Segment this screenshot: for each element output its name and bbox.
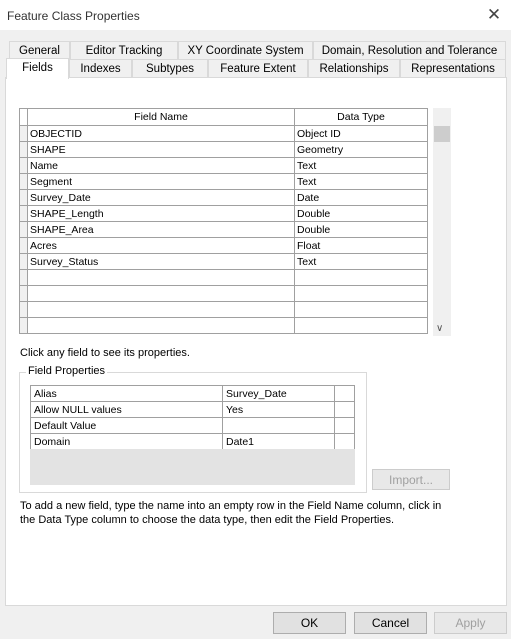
data-type-cell[interactable]: Date: [295, 190, 428, 206]
field-name-cell[interactable]: Name: [28, 158, 295, 174]
property-extra[interactable]: [335, 434, 355, 450]
tab-general[interactable]: General: [9, 41, 70, 59]
property-row[interactable]: [31, 402, 355, 418]
property-row[interactable]: [31, 418, 355, 434]
table-row[interactable]: [20, 174, 428, 190]
data-type-cell[interactable]: Double: [295, 222, 428, 238]
property-name: Alias: [31, 386, 223, 402]
grid-vertical-scrollbar[interactable]: [433, 108, 451, 336]
data-type-cell[interactable]: Text: [295, 158, 428, 174]
window-title: Feature Class Properties: [7, 9, 140, 23]
scroll-up-area[interactable]: [433, 108, 451, 124]
table-row[interactable]: [20, 158, 428, 174]
close-icon[interactable]: ✕: [486, 5, 502, 24]
row-selector[interactable]: [20, 126, 28, 142]
field-name-cell[interactable]: Segment: [28, 174, 295, 190]
tab-relationships[interactable]: Relationships: [308, 59, 400, 77]
property-name: Default Value: [31, 418, 223, 434]
property-extra[interactable]: [335, 386, 355, 402]
tab-domain-resolution-tolerance[interactable]: Domain, Resolution and Tolerance: [313, 41, 506, 59]
field-name-cell[interactable]: Survey_Date: [28, 190, 295, 206]
import-button[interactable]: Import...: [372, 469, 450, 490]
table-row-empty[interactable]: [20, 318, 428, 334]
scrollbar-thumb[interactable]: [434, 126, 450, 142]
ok-button[interactable]: OK: [273, 612, 346, 634]
property-value[interactable]: Yes: [223, 402, 335, 418]
column-header-field-name[interactable]: Field Name: [28, 109, 295, 126]
cancel-button[interactable]: Cancel: [354, 612, 427, 634]
row-selector[interactable]: [20, 158, 28, 174]
field-name-cell[interactable]: SHAPE_Length: [28, 206, 295, 222]
row-selector[interactable]: [20, 254, 28, 270]
table-row[interactable]: [20, 126, 428, 142]
data-type-cell[interactable]: Float: [295, 238, 428, 254]
table-row[interactable]: [20, 254, 428, 270]
row-selector[interactable]: [20, 142, 28, 158]
property-name: Allow NULL values: [31, 402, 223, 418]
field-properties-table: [30, 385, 355, 450]
chevron-down-icon[interactable]: ∨: [436, 323, 444, 334]
field-name-cell[interactable]: Acres: [28, 238, 295, 254]
property-row[interactable]: [31, 434, 355, 450]
property-row[interactable]: [31, 386, 355, 402]
property-value[interactable]: [223, 418, 335, 434]
instructions-text: To add a new field, type the name into an empty row in the Field Name column, click in the Data Type column to choose the data type, then edit the Field Properties.: [20, 500, 442, 526]
tab-subtypes[interactable]: Subtypes: [132, 59, 208, 77]
data-type-cell[interactable]: [295, 318, 428, 334]
data-type-cell[interactable]: [295, 270, 428, 286]
title-bar: [0, 0, 511, 30]
row-selector[interactable]: [20, 318, 28, 334]
table-row-empty[interactable]: [20, 270, 428, 286]
grid-corner: [20, 109, 28, 126]
property-name: Domain: [31, 434, 223, 450]
fields-grid[interactable]: [19, 108, 451, 336]
field-name-cell[interactable]: SHAPE: [28, 142, 295, 158]
property-extra[interactable]: [335, 402, 355, 418]
tab-fields[interactable]: Fields: [6, 58, 69, 79]
field-name-cell[interactable]: OBJECTID: [28, 126, 295, 142]
row-selector[interactable]: [20, 286, 28, 302]
field-name-cell[interactable]: [28, 270, 295, 286]
row-selector[interactable]: [20, 238, 28, 254]
row-selector[interactable]: [20, 206, 28, 222]
apply-button[interactable]: Apply: [434, 612, 507, 634]
row-selector[interactable]: [20, 190, 28, 206]
table-row[interactable]: [20, 222, 428, 238]
row-selector[interactable]: [20, 174, 28, 190]
field-properties-legend: Field Properties: [28, 365, 106, 377]
column-header-data-type[interactable]: Data Type: [295, 109, 428, 126]
tab-editor-tracking[interactable]: Editor Tracking: [70, 41, 178, 59]
data-type-cell[interactable]: Double: [295, 206, 428, 222]
data-type-cell[interactable]: Geometry: [295, 142, 428, 158]
property-value[interactable]: Date1: [223, 434, 335, 450]
data-type-cell[interactable]: Text: [295, 174, 428, 190]
table-row[interactable]: [20, 206, 428, 222]
grid-hint-text: Click any field to see its properties.: [20, 347, 190, 359]
tab-xy-coordinate-system[interactable]: XY Coordinate System: [178, 41, 313, 59]
table-row-empty[interactable]: [20, 286, 428, 302]
tab-feature-extent[interactable]: Feature Extent: [208, 59, 308, 77]
row-selector[interactable]: [20, 270, 28, 286]
field-name-cell[interactable]: Survey_Status: [28, 254, 295, 270]
property-extra[interactable]: [335, 418, 355, 434]
table-row-empty[interactable]: [20, 302, 428, 318]
data-type-cell[interactable]: [295, 286, 428, 302]
table-row[interactable]: [20, 142, 428, 158]
data-type-cell[interactable]: Object ID: [295, 126, 428, 142]
field-name-cell[interactable]: [28, 318, 295, 334]
property-description-area: [30, 449, 355, 485]
tab-indexes[interactable]: Indexes: [69, 59, 132, 77]
row-selector[interactable]: [20, 222, 28, 238]
field-name-cell[interactable]: [28, 286, 295, 302]
data-type-cell[interactable]: [295, 302, 428, 318]
table-row[interactable]: [20, 238, 428, 254]
property-value[interactable]: Survey_Date: [223, 386, 335, 402]
data-type-cell[interactable]: Text: [295, 254, 428, 270]
tab-representations[interactable]: Representations: [400, 59, 506, 77]
field-name-cell[interactable]: [28, 302, 295, 318]
table-row[interactable]: [20, 190, 428, 206]
row-selector[interactable]: [20, 302, 28, 318]
field-name-cell[interactable]: SHAPE_Area: [28, 222, 295, 238]
